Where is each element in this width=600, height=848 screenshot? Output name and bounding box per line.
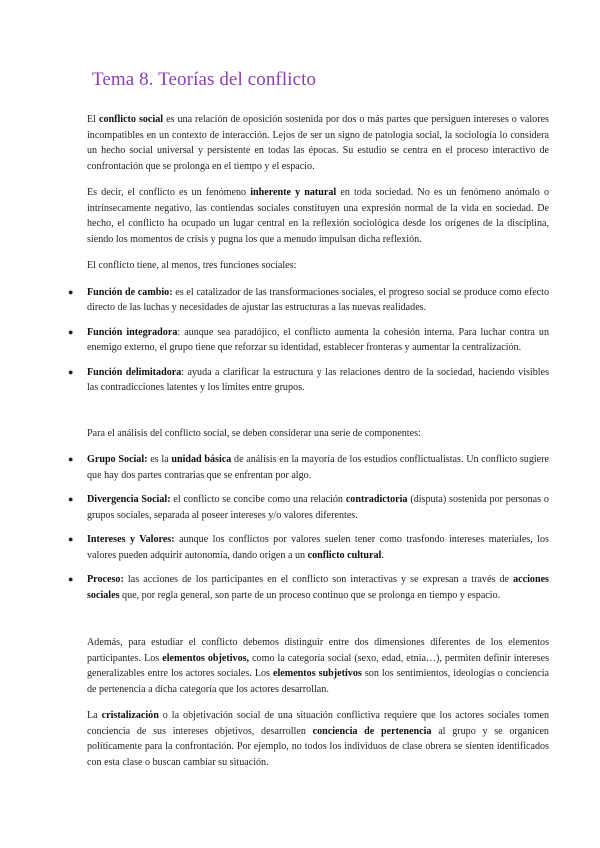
spacer (87, 406, 549, 426)
bullet-icon: ● (68, 286, 74, 297)
paragraph-inherent (87, 185, 549, 247)
text: o la objetivación social de una situación conflictiva requiere que los actores sociales tomen conciencia de sus intereses objetivos, desarrollen (87, 710, 549, 737)
item-text: . (381, 549, 384, 561)
item-text: (disputa) sostenida por personas o grupos sociales, separada al poseer intereses y/o valores diferentes. (87, 494, 549, 521)
text: Es decir, el conflicto es un fenómeno (87, 187, 251, 198)
bold-term: acciones sociales (87, 574, 549, 601)
item-label: Función delimitadora (87, 366, 182, 378)
bold-term: elementos subjetivos (273, 668, 362, 679)
bullet-icon: ● (68, 574, 74, 584)
text: al grupo y se organicen políticamente para la confrontación. Por ejemplo, no todos los individuos de clase obrera se sienten identificados con esta clase o buscan cambiar su situación. (87, 725, 549, 768)
paragraph-functions-intro: El conflicto tiene, al menos, tres funciones sociales: (87, 260, 297, 271)
bold-term: conciencia de pertenencia (312, 725, 432, 737)
list-item (68, 365, 550, 396)
paragraph-components-intro: Para el análisis del conflicto social, se deben considerar una serie de componentes: (87, 427, 421, 439)
bold-term: elementos objetivos, (162, 652, 250, 664)
bullet-icon: ● (68, 326, 74, 337)
text: La (87, 710, 102, 721)
text: El (87, 114, 99, 125)
item-label: Intereses y Valores: (87, 534, 175, 545)
bold-term: inherente y natural (250, 187, 337, 198)
item-text: : aunque sea paradójico, el conflicto aumenta la cohesión interna. Para luchar contra un enemigo externo, el grupo tiene que reforzar su identidad, establecer fronteras y aumentar la centralización. (87, 326, 549, 353)
bold-term: unidad básica (171, 454, 232, 465)
text: como la categoría social (sexo, edad, etnia…), permiten definir intereses generalizables entre los actores sociales. Los (87, 652, 550, 679)
bullet-icon: ● (68, 494, 74, 504)
bold-term: conflicto cultural (307, 549, 382, 561)
bullet-icon: ● (68, 366, 74, 377)
functions-list (68, 285, 550, 396)
paragraph-crystallization (87, 708, 549, 770)
item-text: que, por regla general, son parte de un proceso continuo que se prolonga en tiempo y espacio. (119, 589, 501, 601)
document-body (68, 112, 550, 781)
bold-term: cristalización (101, 710, 159, 721)
item-label: Proceso: (87, 574, 124, 585)
text: son los sentimientos, ideologías o conciencia de pertenencia a dicha categoría que los actores desarrollan. (87, 668, 549, 695)
paragraph-definition (87, 112, 549, 174)
item-label: Divergencia Social: (87, 494, 171, 505)
bullet-icon: ● (68, 454, 74, 464)
item-label: Función integradora (87, 326, 178, 338)
item-label: Función de cambio: (87, 286, 173, 298)
item-text: es el catalizador de las transformaciones sociales, el progreso social se produce como efecto directo de las luchas y necesidades de ajustar las estructuras a las nuevas realidades. (87, 286, 550, 313)
paragraph-elements (87, 635, 549, 697)
list-item (68, 492, 549, 523)
item-text: : ayuda a clarificar la estructura y las relaciones dentro de la sociedad, haciendo visibles las contradicciones latentes y los límites entre grupos. (87, 366, 550, 393)
components-list (68, 452, 549, 603)
list-item (68, 285, 550, 316)
item-text: el conflicto se concibe como una relación (170, 494, 346, 505)
list-item (68, 452, 549, 483)
text: es una relación de oposición sostenida por dos o más partes que persiguen intereses o valores incompatibles en un contexto de interacción. Lejos de ser un signo de patología social, la sociología lo considera un hecho social universal y persistente en todas las épocas. Su estudio se centra en el proceso interactivo de confrontación que se prolonga en el tiempo y el espacio. (87, 114, 549, 172)
bold-term: contradictoria (345, 494, 408, 505)
page-title: Tema 8. Teorías del conflicto (92, 69, 317, 90)
item-text: aunque los conflictos por valores suelen tener como trasfondo intereses materiales, los valores pueden adquirir autonomía, dando origen a un (87, 534, 549, 561)
text: Además, para estudiar el conflicto debemos distinguir entre dos dimensiones diferentes de los elementos participantes. Los (87, 637, 549, 664)
text: en toda sociedad. No es un fenómeno anómalo o intrínsecamente negativo, las contiendas sociales constituyen una expresión normal de la vida en sociedad. De hecho, el conflicto ha ocupado un lugar central en la reflexión sociológica desde los orígenes de la disciplina, siendo los momentos de crisis y pugna los que a menudo impulsan dicha reflexión. (87, 187, 549, 245)
item-label: Grupo Social: (87, 454, 148, 465)
list-item (68, 532, 549, 563)
item-text: de análisis en la mayoría de los estudios conflictualistas. Un conflicto sugiere que hay dos partes contrarias que se enfrentan por algo. (87, 454, 549, 481)
item-text: es la (147, 454, 172, 465)
item-text: las acciones de los participantes en el conflicto son interactivas y se expresan a través de (123, 574, 514, 585)
bold-term: conflicto social (98, 114, 164, 125)
list-item (68, 325, 549, 356)
spacer (87, 613, 549, 635)
list-item (68, 572, 549, 603)
bullet-icon: ● (68, 534, 74, 544)
